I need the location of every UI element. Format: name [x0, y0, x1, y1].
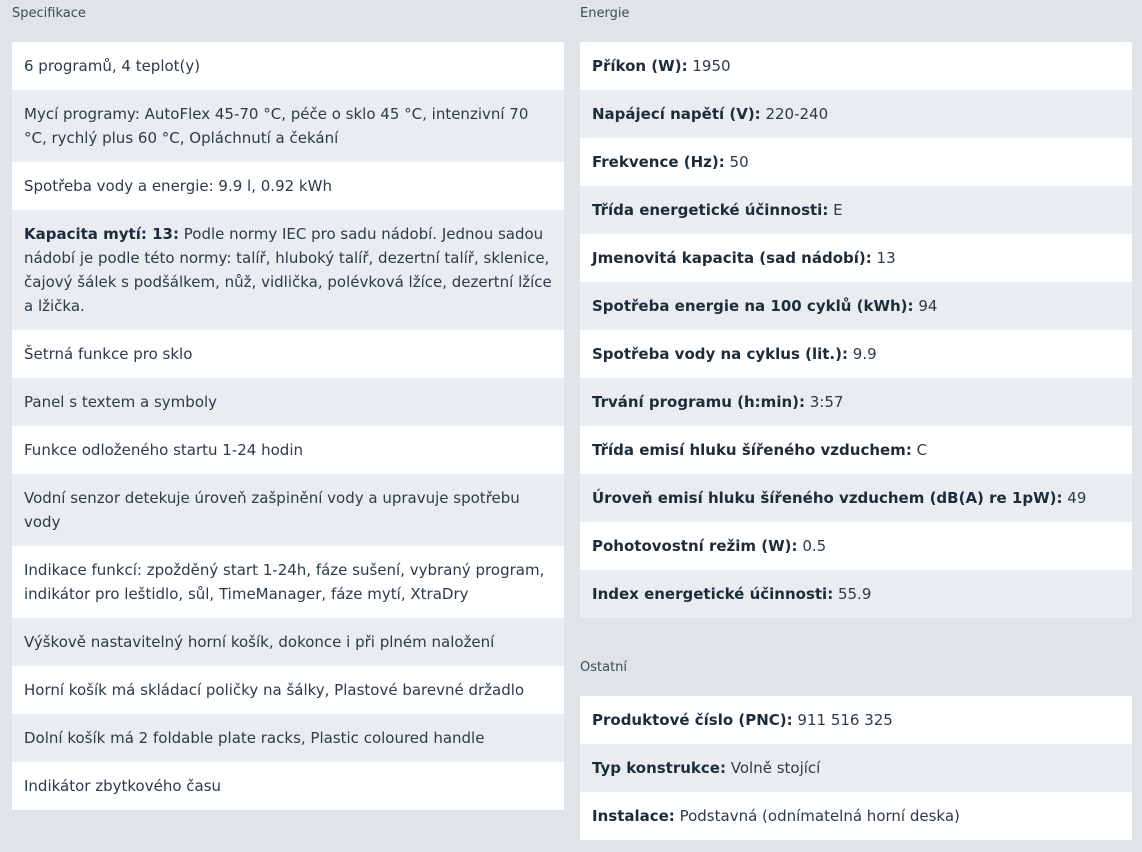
- other-row-value: Volně stojící: [730, 759, 821, 777]
- specs-row: [12, 378, 564, 426]
- specs-row-value: Horní košík má skládací poličky na šálky, Plastové barevné držadlo: [24, 681, 525, 699]
- energy-row: [580, 186, 1132, 234]
- other-row-value: 911 516 325: [797, 711, 893, 729]
- energy-list: [580, 42, 1132, 618]
- specs-row: [12, 426, 564, 474]
- energy-row-label: Pohotovostní režim (W):: [592, 537, 798, 555]
- specs-row-value: Vodní senzor detekuje úroveň zašpinění vody a upravuje spotřebu vody: [24, 489, 520, 531]
- specs-row: [12, 546, 564, 618]
- specs-row: [12, 210, 564, 330]
- energy-row: [580, 426, 1132, 474]
- energy-column: [580, 0, 1132, 840]
- specs-row-value: Podle normy IEC pro sadu nádobí. Jednou sadou nádobí je podle této normy: talíř, hluboký talíř, dezertní talíř, sklenice, čajový šálek s podšálkem, nůž, vidlička, polévková lžíce, dezertní lžíce a lžička.: [24, 225, 552, 315]
- other-row: [580, 744, 1132, 792]
- energy-row: [580, 42, 1132, 90]
- energy-row-value: 55.9: [837, 585, 872, 603]
- other-row-label: Typ konstrukce:: [592, 759, 726, 777]
- energy-row-value: 1950: [692, 57, 731, 75]
- energy-row: [580, 330, 1132, 378]
- specs-row-value: Funkce odloženého startu 1-24 hodin: [24, 441, 303, 459]
- energy-title: Energie: [580, 6, 630, 21]
- specs-row-value: Výškově nastavitelný horní košík, dokonce i při plném naložení: [24, 633, 495, 651]
- energy-row-label: Jmenovitá kapacita (sad nádobí):: [592, 249, 872, 267]
- energy-row-label: Napájecí napětí (V):: [592, 105, 761, 123]
- specs-row: [12, 714, 564, 762]
- energy-row-value: 0.5: [802, 537, 827, 555]
- specs-row-value: Šetrná funkce pro sklo: [24, 345, 193, 363]
- specs-row: [12, 330, 564, 378]
- energy-row-value: 9.9: [852, 345, 877, 363]
- energy-row-label: Třída energetické účinnosti:: [592, 201, 829, 219]
- energy-row: [580, 138, 1132, 186]
- other-row-label: Instalace:: [592, 807, 675, 825]
- energy-row: [580, 90, 1132, 138]
- energy-row-value: 13: [876, 249, 896, 267]
- energy-row-value: E: [833, 201, 843, 219]
- specs-row: [12, 666, 564, 714]
- specs-row-value: Indikátor zbytkového času: [24, 777, 222, 795]
- specs-title: Specifikace: [12, 6, 86, 21]
- specs-row: [12, 474, 564, 546]
- other-list: [580, 696, 1132, 840]
- energy-row-value: 220-240: [765, 105, 829, 123]
- section-spacer: [580, 618, 1132, 654]
- other-title: Ostatní: [580, 660, 628, 675]
- energy-row-label: Trvání programu (h:min):: [592, 393, 805, 411]
- energy-row-label: Spotřeba vody na cyklus (lit.):: [592, 345, 848, 363]
- other-row-label: Produktové číslo (PNC):: [592, 711, 793, 729]
- energy-row-value: C: [916, 441, 928, 459]
- energy-row: [580, 378, 1132, 426]
- energy-row: [580, 570, 1132, 618]
- energy-row-value: 49: [1067, 489, 1087, 507]
- energy-row-value: 50: [729, 153, 749, 171]
- other-row: [580, 792, 1132, 840]
- specs-row-label: Kapacita mytí: 13:: [24, 225, 179, 243]
- specs-column: [12, 0, 564, 810]
- specs-row-value: Dolní košík má 2 foldable plate racks, Plastic coloured handle: [24, 729, 485, 747]
- specs-row-value: Indikace funkcí: zpožděný start 1-24h, fáze sušení, vybraný program, indikátor pro leštidlo, sůl, TimeManager, fáze mytí, XtraDry: [24, 561, 545, 603]
- specs-list: [12, 42, 564, 810]
- energy-row-label: Frekvence (Hz):: [592, 153, 725, 171]
- specs-row: [12, 762, 564, 810]
- energy-row: [580, 282, 1132, 330]
- energy-row: [580, 234, 1132, 282]
- specs-row-value: Spotřeba vody a energie: 9.9 l, 0.92 kWh: [24, 177, 332, 195]
- energy-row-label: Příkon (W):: [592, 57, 688, 75]
- specs-row-value: 6 programů, 4 teplot(y): [24, 57, 201, 75]
- other-row: [580, 696, 1132, 744]
- energy-row-label: Spotřeba energie na 100 cyklů (kWh):: [592, 297, 914, 315]
- energy-row-label: Úroveň emisí hluku šířeného vzduchem (dB(A) re 1pW):: [592, 489, 1063, 507]
- energy-row-value: 94: [918, 297, 938, 315]
- energy-row-value: 3:57: [809, 393, 844, 411]
- specs-row: [12, 618, 564, 666]
- energy-row-label: Index energetické účinnosti:: [592, 585, 834, 603]
- specs-row-value: Panel s textem a symboly: [24, 393, 218, 411]
- energy-row: [580, 474, 1132, 522]
- energy-row-label: Třída emisí hluku šířeného vzduchem:: [592, 441, 912, 459]
- specs-row-value: Mycí programy: AutoFlex 45-70 °C, péče o sklo 45 °C, intenzivní 70 °C, rychlý plus 60 °C, Opláchnutí a čekání: [24, 105, 529, 147]
- specs-row: [12, 90, 564, 162]
- specs-row: [12, 162, 564, 210]
- other-row-value: Podstavná (odnímatelná horní deska): [679, 807, 960, 825]
- specs-row: [12, 42, 564, 90]
- energy-row: [580, 522, 1132, 570]
